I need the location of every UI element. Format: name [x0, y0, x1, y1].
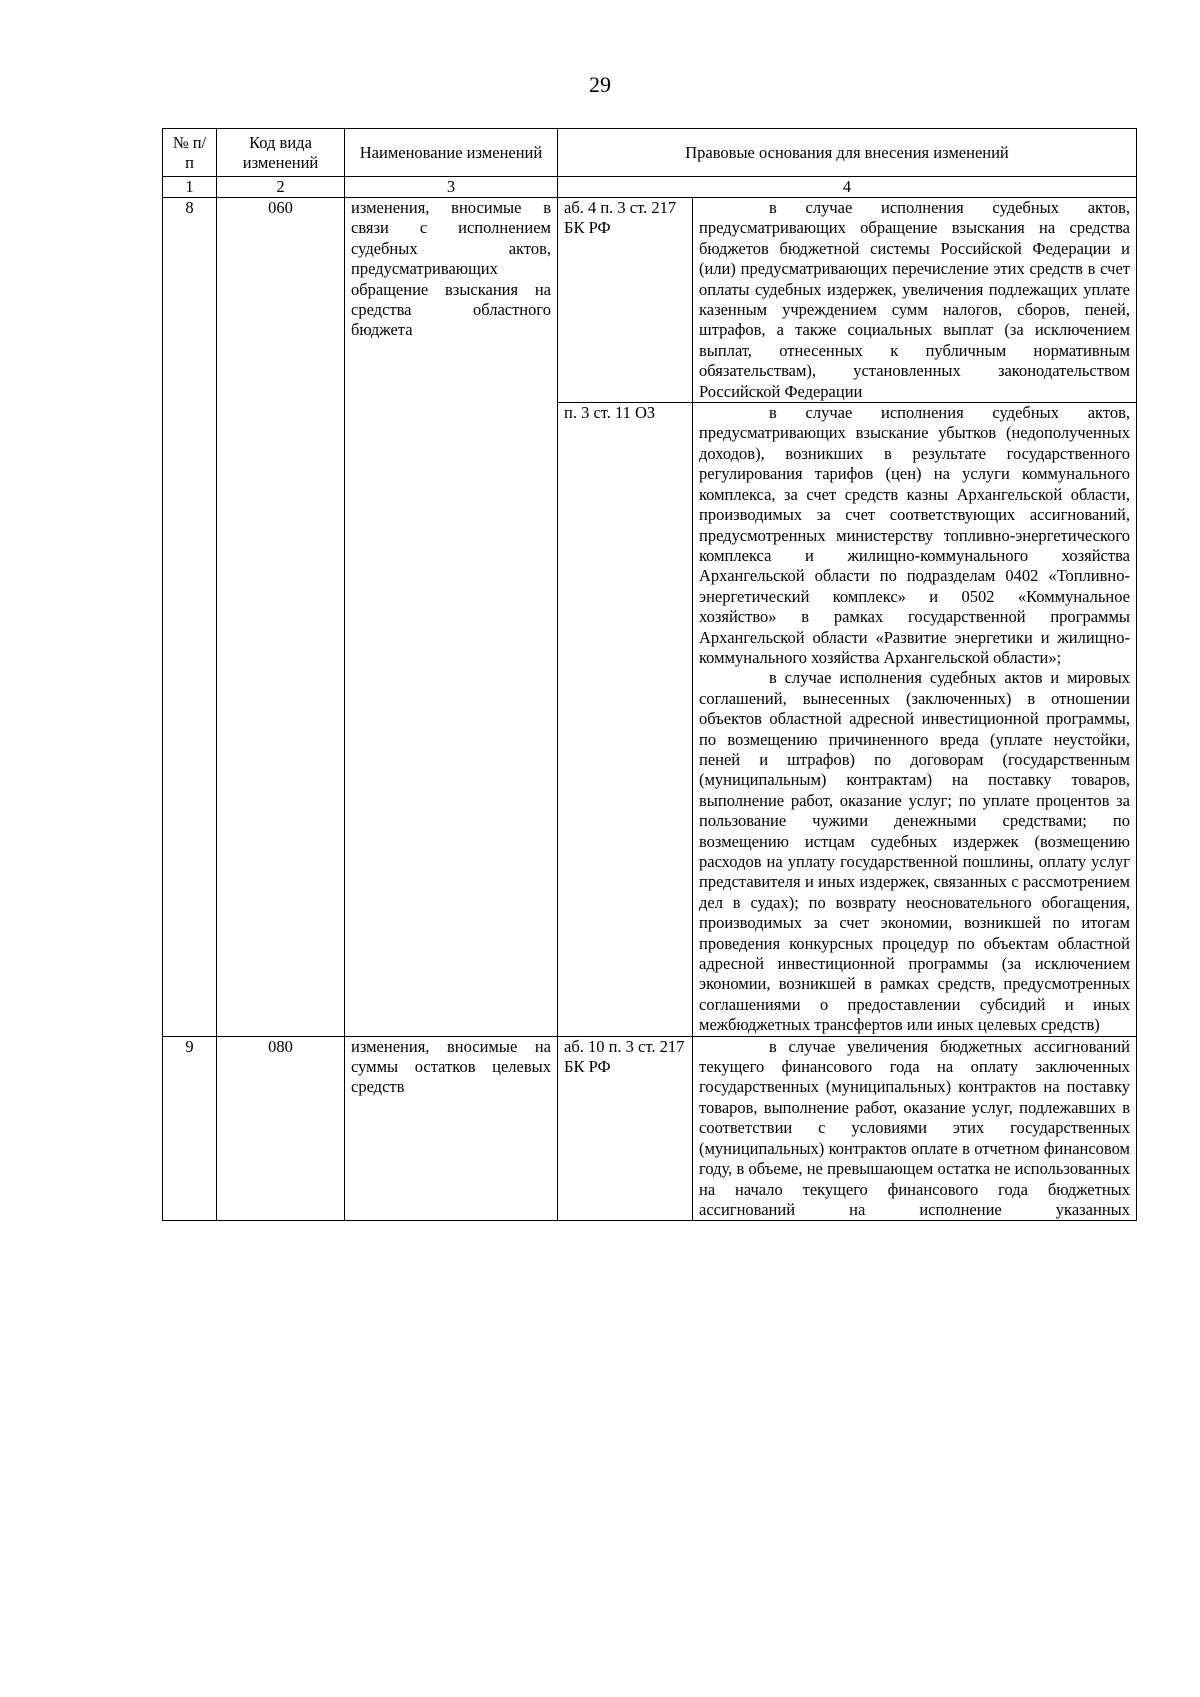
column-number-1: 1	[163, 177, 217, 198]
row-code: 060	[217, 198, 345, 1037]
table-header-row	[163, 129, 1137, 177]
row-code: 080	[217, 1036, 345, 1221]
row-name: изменения, вносимые в связи с исполнением судебных актов, предусматривающих обращение взыскания на средства областного бюджета	[345, 198, 558, 1037]
table-row	[163, 1036, 1137, 1221]
row-number: 8	[163, 198, 217, 1037]
changes-table	[162, 128, 1137, 1221]
row-number: 9	[163, 1036, 217, 1221]
column-number-row	[163, 177, 1137, 198]
basis-reference: п. 3 ст. 11 ОЗ	[558, 403, 693, 1037]
basis-text: в случае исполнения судебных актов, предусматривающих обращение взыскания на средства бюджетов бюджетной системы Российской Федерации и (или) предусматривающих перечисление этих средств в счет оплаты судебных издержек, увеличения подлежащих уплате казенным учреждением сумм налогов, сборов, пеней, штрафов, а также социальных выплат (за исключением выплат, отнесенных к публичным нормативным обязательствам), установленных законодательством Российской Федерации	[693, 198, 1137, 403]
column-number-3: 3	[345, 177, 558, 198]
basis-reference: аб. 4 п. 3 ст. 217 БК РФ	[558, 198, 693, 403]
header-legal-basis: Правовые основания для внесения изменений	[558, 129, 1137, 177]
header-name: Наименование изменений	[345, 129, 558, 177]
basis-text: в случае увеличения бюджетных ассигнований текущего финансового года на оплату заключенных государственных (муниципальных) контрактов на поставку товаров, выполнение работ, оказание услуг, подлежавших в соответствии с условиями этих государственных (муниципальных) контрактов оплате в отчетном финансовом году, в объеме, не превышающем остатка не использованных на начало текущего финансового года бюджетных ассигнований на исполнение указанных	[693, 1036, 1137, 1221]
basis-text: в случае исполнения судебных актов, предусматривающих взыскание убытков (недополученных доходов), возникших в результате государственного регулирования тарифов (цен) на услуги коммунального комплекса, за счет средств казны Архангельской области, производимых за счет соответствующих ассигнований, предусмотренных министерству топливно-энергетического комплекса и жилищно-коммунального хозяйства Архангельской области по подразделам 0402 «Топливно-энергетический комплекс» и 0502 «Коммунальное хозяйство» в рамках государственной программы Архангельской области «Развитие энергетики и жилищно-коммунального хозяйства Архангельской области»; в случае исполнения судебных актов и мировых соглашений, вынесенных (заключенных) в отношении объектов областной адресной инвестиционной программы, по возмещению причиненного вреда (уплате неустойки, пеней и штрафов) по договорам (государственным (муниципальным) контрактам) на поставку товаров, выполнение работ, оказание услуг; по уплате процентов за пользование чужими денежными средствами; по возмещению истцам судебных издержек (возмещению расходов на уплату государственной пошлины, оплату услуг представителя и иных издержек, связанных с рассмотрением дел в судах); по возврату неосновательного обогащения, производимых за счет экономии, возникшей по итогам проведения конкурсных процедур по объектам областной адресной инвестиционной программы (за исключением экономии, возникшей в рамках средств, предусмотренных соглашениями о предоставлении субсидий и иных межбюджетных трансфертов или иных целевых средств)	[693, 403, 1137, 1037]
table-row	[163, 198, 1137, 403]
row-name: изменения, вносимые на суммы остатков целевых средств	[345, 1036, 558, 1221]
header-code: Код вида изменений	[217, 129, 345, 177]
page-number: 29	[589, 72, 611, 97]
column-number-2: 2	[217, 177, 345, 198]
column-number-4: 4	[558, 177, 1137, 198]
basis-reference: аб. 10 п. 3 ст. 217 БК РФ	[558, 1036, 693, 1221]
header-number: № п/п	[163, 129, 217, 177]
